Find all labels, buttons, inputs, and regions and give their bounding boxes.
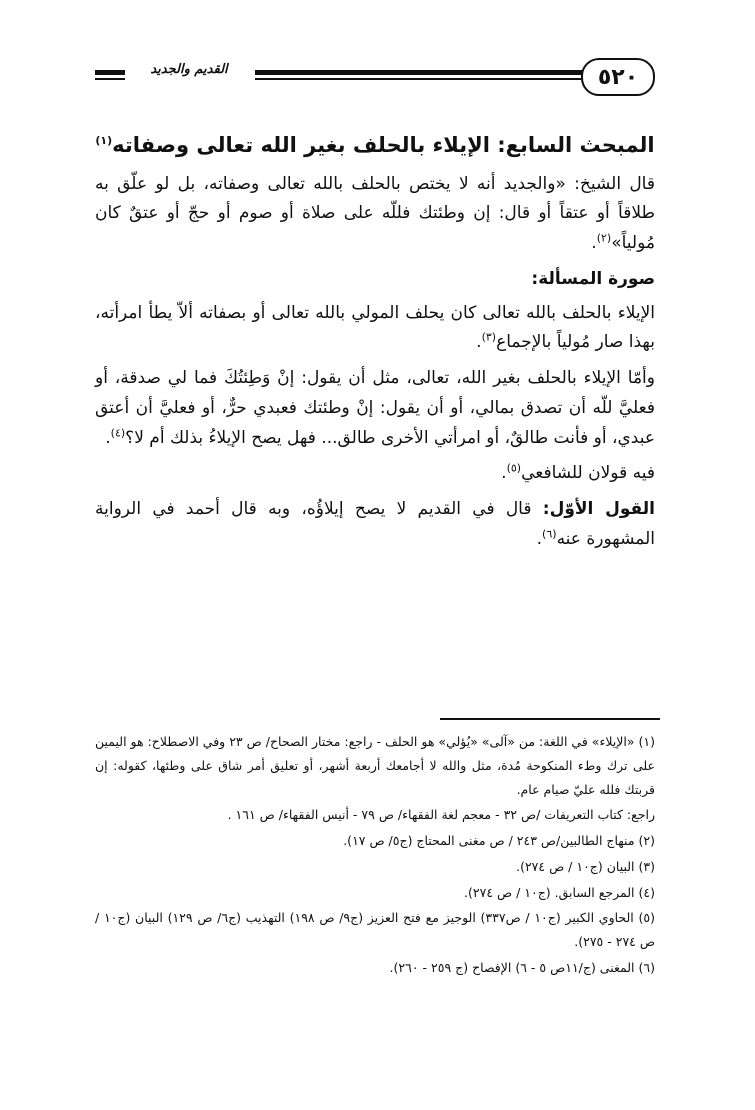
footnote-2: (٢) منهاج الطالبين/ص ٢٤٣ / ص مغنى المحتاج (ج٥/ ص ١٧). xyxy=(343,833,655,848)
paragraph-two-opinions xyxy=(95,459,655,489)
page-header xyxy=(95,56,655,96)
header-rule-thin xyxy=(255,78,585,80)
paragraph-case-1-end: . xyxy=(476,332,482,353)
paragraph-two-opinions-end: . xyxy=(501,463,507,484)
paragraph-case-2-text: وأمّا الإيلاء بالحلف بغير الله، تعالى، مثل أن يقول: إنْ وَطِئتُكَ فما لي صدقة، أو فعليَّ للّه أن تصدق بمالي، أو أن يقول: إنْ وطئتك فعبدي حرٌّ، أو فعليَّ أن أعتق عبدي، أو فأنت طالقٌ، أو امرأتي الأخرى طالق... فهل يصح الإيلاءُ بذلك أم لا؟ xyxy=(95,368,655,448)
page-number: ٥٢٠ xyxy=(581,58,655,96)
running-title: القديم والجديد xyxy=(150,62,228,77)
paragraph-case-1-text: الإيلاء بالحلف بالله تعالى كان يحلف المولي بالله تعالى أو بصفاته ألاّ يطأ امرأته، بهذا صار مُولياً بالإجماع xyxy=(95,302,655,353)
paragraph-first-opinion-text: قال في القديم لا يصح إيلاؤُه، وبه قال أحمد في الرواية المشهورة عنه xyxy=(95,499,655,549)
paragraph-first-opinion xyxy=(95,495,655,555)
footnote-3: (٣) البيان (ج١٠ / ص ٢٧٤). xyxy=(516,858,655,874)
header-rule-thick xyxy=(255,70,585,75)
footnote-ref-6: (٦) xyxy=(542,527,557,541)
footnote-ref-5: (٥) xyxy=(506,461,522,475)
section-title-ref: (١) xyxy=(95,134,113,147)
footnote-ref-2: (٢) xyxy=(596,231,612,245)
section-title-text: المبحث السابع: الإيلاء بالحلف بغير الله تعالى وصفاته xyxy=(112,133,655,157)
footnote-1-refs: راجع: كتاب التعريفات /ص ٣٢ - معجم لغة الفقهاء/ ص ٧٩ - أنيس الفقهاء/ ص ١٦١ . xyxy=(227,807,655,823)
footnote-1: (١) «الإيلاء» في اللغة: من «آلى» «يُؤلي» هو الحلف - راجع: مختار الصحاح/ ص ٢٣ وفي الاصطلاح: هو اليمين على ترك وطء المنكوحة مُدة، مثل والله لا أجامعك أربعة أشهر، أو تعليق أمر شاق على وطئها، كقوله: إن قربتك فلله عليّ صيام عام. xyxy=(95,734,655,797)
header-left-rule-thin xyxy=(95,78,125,80)
subheading-case: صورة المسألة: xyxy=(531,268,655,289)
footnote-ref-3: (٣) xyxy=(481,330,497,344)
paragraph-case-2 xyxy=(95,364,655,453)
paragraph-quote xyxy=(95,170,655,259)
footnotes xyxy=(95,730,655,982)
paragraph-two-opinions-text: فيه قولان للشافعي xyxy=(521,463,655,484)
paragraph-first-opinion-end: . xyxy=(536,528,543,549)
footnote-separator xyxy=(440,718,660,720)
footnote-4: (٤) المرجع السابق. (ج١٠ / ص ٢٧٤). xyxy=(464,884,655,900)
first-opinion-label: القول الأوّل: xyxy=(542,499,656,519)
footnote-5: (٥) الحاوي الكبير (ج١٠ / ص٣٣٧) الوجيز مع فتح العزيز (ج٩/ ص ١٩٨) التهذيب (ج٦/ ص ١٢٩) البيان (ج١٠ / ص ٢٧٤ - ٢٧٥). xyxy=(95,910,655,949)
paragraph-quote-text: قال الشيخ: «والجديد أنه لا يختص بالحلف بالله تعالى وصفاته، بل لو علّق به طلاقاً أو عتقاً أو قال: إن وطئتك فللّه على صلاة أو صوم أو حجّ أو عتقٌ كان مُولياً» xyxy=(95,173,655,253)
footnote-6: (٦) المغنى (ج/١١ص ٥ - ٦) الإفصاح (ج ٢٥٩ - ٢٦٠). xyxy=(389,959,655,975)
paragraph-case-2-end: . xyxy=(105,427,111,448)
section-title xyxy=(95,130,655,162)
main-text xyxy=(95,130,655,561)
paragraph-case-1 xyxy=(95,299,655,359)
footnote-ref-4: (٤) xyxy=(110,425,126,439)
header-left-rule-thick xyxy=(95,70,125,75)
paragraph-quote-end: . xyxy=(591,233,597,253)
